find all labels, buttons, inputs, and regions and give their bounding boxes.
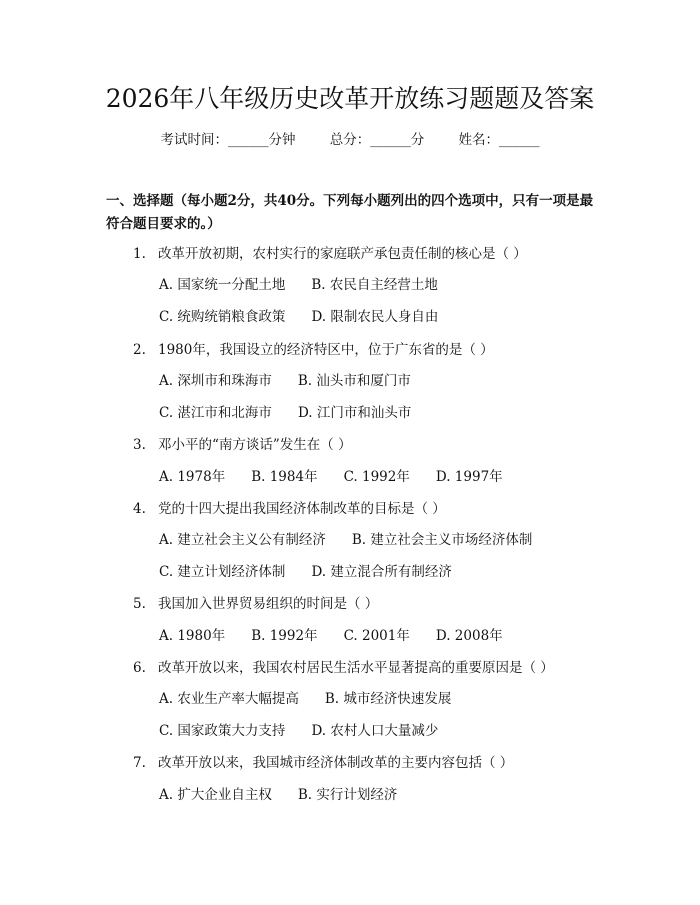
option-a: A. 扩大企业自主权 (159, 787, 272, 803)
options-row (159, 371, 411, 391)
question-2 (133, 340, 494, 360)
option-b: B. 1992年 (251, 628, 318, 644)
question-text: 邓小平的“南方谈话”发生在（ ） (158, 437, 352, 453)
option-a: A. 农业生产率大幅提高 (159, 691, 299, 707)
option-c: C. 统购统销粮食政策 (159, 309, 286, 325)
option-b: B. 建立社会主义市场经济体制 (351, 532, 533, 548)
options-row (159, 467, 503, 487)
question-text: 改革开放以来，我国城市经济体制改革的主要内容包括（ ） (158, 755, 514, 771)
section-heading: 一、选择题（每小题2分，共40分。下列每小题列出的四个选项中，只有一项是最符合题目要求的。） (106, 193, 594, 232)
question-text: 改革开放初期，农村实行的家庭联产承包责任制的核心是（ ） (158, 246, 527, 262)
options-row (159, 275, 438, 295)
option-b: B. 城市经济快速发展 (324, 691, 452, 707)
question-number: 3. (133, 437, 146, 453)
question-5 (133, 594, 378, 614)
options-row (159, 626, 503, 646)
question-number: 5. (133, 596, 146, 612)
page-title: 2026年八年级历史改革开放练习题题及答案 (105, 84, 595, 113)
student-name-field: 姓名：______ (458, 132, 540, 148)
option-c: C. 建立计划经济体制 (159, 564, 286, 580)
question-number: 2. (133, 342, 146, 358)
option-d: D. 限制农民人身自由 (311, 309, 439, 325)
question-text: 我国加入世界贸易组织的时间是（ ） (158, 596, 379, 612)
question-3 (133, 435, 352, 455)
options-row (159, 530, 532, 550)
question-1 (133, 244, 527, 264)
options-row (159, 689, 451, 709)
options-row (159, 562, 452, 582)
option-b: B. 汕头市和厦门市 (297, 373, 411, 389)
question-number: 7. (133, 755, 146, 771)
question-4 (133, 499, 446, 519)
option-d: D. 2008年 (435, 628, 503, 644)
question-text: 党的十四大提出我国经济体制改革的目标是（ ） (158, 501, 446, 517)
question-text: 1980年，我国设立的经济特区中，位于广东省的是（ ） (158, 342, 494, 358)
option-a: A. 1978年 (159, 469, 226, 485)
exam-time-field: 考试时间：______分钟 (160, 132, 296, 148)
option-d: D. 1997年 (435, 469, 503, 485)
options-row (159, 785, 397, 805)
question-text: 改革开放以来，我国农村居民生活水平显著提高的重要原因是（ ） (158, 660, 554, 676)
question-number: 6. (133, 660, 146, 676)
options-row (159, 403, 411, 423)
question-7 (133, 753, 513, 773)
option-c: C. 湛江市和北海市 (159, 405, 272, 421)
option-b: B. 1984年 (251, 469, 318, 485)
question-number: 1. (133, 246, 146, 262)
option-a: A. 国家统一分配土地 (159, 277, 286, 293)
option-c: C. 1992年 (343, 469, 410, 485)
option-b: B. 农民自主经营土地 (311, 277, 438, 293)
question-number: 4. (133, 501, 146, 517)
options-row (159, 307, 438, 327)
option-d: D. 农村人口大量减少 (311, 723, 439, 739)
question-6 (133, 658, 554, 678)
exam-info (0, 130, 700, 150)
total-score-field: 总分：______分 (329, 132, 425, 148)
option-a: A. 1980年 (159, 628, 226, 644)
option-b: B. 实行计划经济 (297, 787, 398, 803)
option-a: A. 深圳市和珠海市 (159, 373, 272, 389)
option-d: D. 建立混合所有制经济 (311, 564, 452, 580)
option-d: D. 江门市和汕头市 (297, 405, 412, 421)
option-c: C. 2001年 (343, 628, 410, 644)
options-row (159, 721, 438, 741)
option-a: A. 建立社会主义公有制经济 (159, 532, 326, 548)
option-c: C. 国家政策大力支持 (159, 723, 286, 739)
